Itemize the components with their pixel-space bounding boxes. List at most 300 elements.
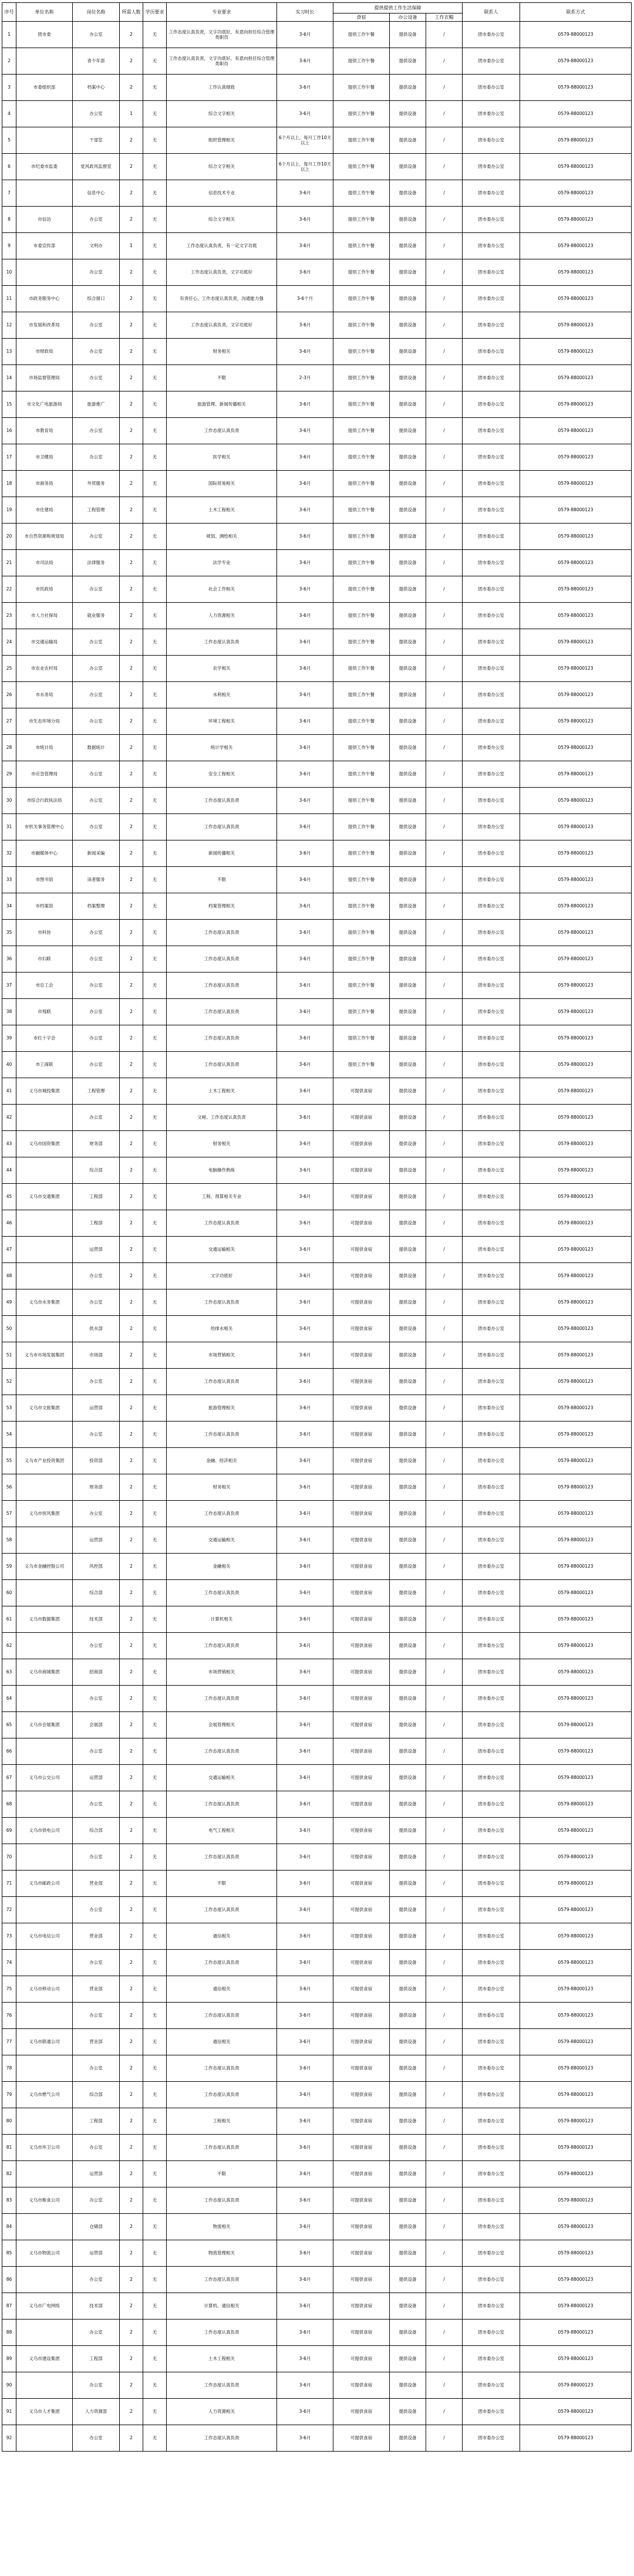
cell-edu: 无: [143, 2082, 167, 2108]
cell-board: 提供工作午餐: [333, 603, 390, 629]
cell-unit: 市科协: [16, 920, 73, 946]
cell-phone: 0579-88000123: [520, 1659, 632, 1686]
cell-edu: 无: [143, 207, 167, 233]
cell-seq: 88: [2, 2320, 16, 2346]
table-row: [2, 682, 632, 708]
cell-seq: 12: [2, 312, 16, 339]
cell-duration: 3-6月: [277, 524, 333, 550]
cell-workclothes: /: [426, 761, 463, 788]
cell-unit: [16, 1237, 73, 1263]
cell-board: 提供工作午餐: [333, 629, 390, 656]
cell-post: 办公室: [73, 2055, 120, 2082]
cell-post: 信息中心: [73, 180, 120, 207]
cell-phone: 0579-88000123: [520, 2082, 632, 2108]
cell-duration: 3-6月: [277, 1131, 333, 1157]
cell-duration: 3-6月: [277, 814, 333, 840]
cell-major: 物流管理相关: [167, 2240, 277, 2267]
cell-office: 提供设备: [390, 1263, 426, 1289]
cell-unit: [16, 101, 73, 127]
col-count: 所需人数: [120, 3, 143, 22]
cell-count: 2: [120, 1686, 143, 1712]
table-row: [2, 2267, 632, 2293]
cell-workclothes: /: [426, 2267, 463, 2293]
cell-duration: 3-6月: [277, 1976, 333, 2003]
cell-duration: 3-6月: [277, 48, 333, 75]
cell-phone: 0579-88000123: [520, 999, 632, 1025]
cell-workclothes: /: [426, 973, 463, 999]
cell-major: 财务相关: [167, 1131, 277, 1157]
cell-board: 提供工作午餐: [333, 312, 390, 339]
cell-duration: 3-6月: [277, 1078, 333, 1105]
table-row: [2, 1976, 632, 2003]
cell-office: 提供设备: [390, 682, 426, 708]
cell-contact: 团市委办公室: [463, 603, 520, 629]
cell-unit: 义乌市金融控股公司: [16, 1554, 73, 1580]
cell-unit: 义乌市燃气公司: [16, 2082, 73, 2108]
cell-board: 可提供食宿: [333, 1078, 390, 1105]
cell-unit: [16, 2214, 73, 2240]
cell-edu: 无: [143, 339, 167, 365]
cell-phone: 0579-88000123: [520, 2346, 632, 2372]
cell-workclothes: /: [426, 1844, 463, 1871]
cell-count: 2: [120, 1157, 143, 1184]
cell-board: 可提供食宿: [333, 2293, 390, 2320]
cell-count: 2: [120, 2240, 143, 2267]
cell-contact: 团市委办公室: [463, 101, 520, 127]
cell-seq: 19: [2, 497, 16, 524]
col-contact: 联系人: [463, 3, 520, 22]
cell-office: 提供设备: [390, 867, 426, 893]
cell-board: 可提供食宿: [333, 1263, 390, 1289]
cell-count: 2: [120, 1818, 143, 1844]
cell-count: 2: [120, 312, 143, 339]
cell-workclothes: /: [426, 365, 463, 391]
cell-office: 提供设备: [390, 735, 426, 761]
table-row: [2, 2108, 632, 2135]
cell-edu: 无: [143, 1554, 167, 1580]
cell-unit: 义乌市物流公司: [16, 2240, 73, 2267]
cell-office: 提供设备: [390, 127, 426, 154]
cell-count: 2: [120, 1897, 143, 1923]
cell-board: 提供工作午餐: [333, 48, 390, 75]
cell-major: 工作态度认真负责: [167, 1897, 277, 1923]
cell-unit: 义乌市交通集团: [16, 1184, 73, 1210]
cell-phone: 0579-88000123: [520, 365, 632, 391]
cell-post: 办公室: [73, 312, 120, 339]
cell-board: 可提供食宿: [333, 1131, 390, 1157]
cell-board: 可提供食宿: [333, 1765, 390, 1791]
cell-major: 工作态度认真负责，文字功底好，有意向担任综合管理类职员: [167, 48, 277, 75]
cell-duration: 3-6个月: [277, 286, 333, 312]
cell-contact: 团市委办公室: [463, 2082, 520, 2108]
cell-board: 可提供食宿: [333, 1580, 390, 1606]
cell-duration: 3-6月: [277, 2055, 333, 2082]
cell-major: 土木工程相关: [167, 497, 277, 524]
cell-edu: 无: [143, 1923, 167, 1950]
table-row: [2, 2425, 632, 2452]
cell-duration: 3-6月: [277, 1791, 333, 1818]
cell-count: 2: [120, 2425, 143, 2452]
cell-unit: 市住建局: [16, 497, 73, 524]
cell-board: 可提供食宿: [333, 1237, 390, 1263]
cell-board: 可提供食宿: [333, 1976, 390, 2003]
cell-seq: 8: [2, 207, 16, 233]
cell-count: 2: [120, 365, 143, 391]
cell-duration: 3-6月: [277, 840, 333, 867]
cell-count: 2: [120, 1342, 143, 1369]
cell-major: 交通运输相关: [167, 1765, 277, 1791]
cell-duration: 3-6月: [277, 1871, 333, 1897]
cell-office: 提供设备: [390, 1554, 426, 1580]
cell-count: 2: [120, 154, 143, 180]
cell-unit: 市应急管理局: [16, 761, 73, 788]
cell-post: 技术部: [73, 1606, 120, 1633]
cell-edu: 无: [143, 2267, 167, 2293]
cell-seq: 86: [2, 2267, 16, 2293]
table-row: [2, 2187, 632, 2214]
cell-contact: 团市委办公室: [463, 920, 520, 946]
cell-count: 2: [120, 1025, 143, 1052]
cell-workclothes: /: [426, 2372, 463, 2399]
cell-unit: [16, 1210, 73, 1237]
cell-workclothes: /: [426, 259, 463, 286]
cell-edu: 无: [143, 2320, 167, 2346]
cell-duration: 3-6月: [277, 2240, 333, 2267]
cell-seq: 75: [2, 1976, 16, 2003]
cell-count: 2: [120, 1131, 143, 1157]
cell-unit: 市生态环境分局: [16, 708, 73, 735]
cell-post: 数据统计: [73, 735, 120, 761]
cell-count: 2: [120, 1871, 143, 1897]
cell-phone: 0579-88000123: [520, 814, 632, 840]
cell-board: 提供工作午餐: [333, 893, 390, 920]
table-row: [2, 1395, 632, 1422]
cell-post: 办公室: [73, 1369, 120, 1395]
cell-phone: 0579-88000123: [520, 1316, 632, 1342]
cell-unit: 市政务服务中心: [16, 286, 73, 312]
cell-seq: 42: [2, 1105, 16, 1131]
cell-phone: 0579-88000123: [520, 2293, 632, 2320]
cell-duration: 3-6月: [277, 1844, 333, 1871]
cell-workclothes: /: [426, 1765, 463, 1791]
cell-post: 市场部: [73, 1342, 120, 1369]
cell-major: 工作态度认真负责，文字功底好: [167, 312, 277, 339]
cell-edu: 无: [143, 629, 167, 656]
cell-workclothes: /: [426, 1976, 463, 2003]
cell-edu: 无: [143, 550, 167, 576]
cell-count: 2: [120, 471, 143, 497]
cell-duration: 3-6月: [277, 1289, 333, 1316]
cell-post: 技术部: [73, 2293, 120, 2320]
cell-duration: 3-6月: [277, 788, 333, 814]
cell-seq: 64: [2, 1686, 16, 1712]
cell-seq: 80: [2, 2108, 16, 2135]
cell-contact: 团市委办公室: [463, 708, 520, 735]
cell-contact: 团市委办公室: [463, 550, 520, 576]
cell-contact: 团市委办公室: [463, 1659, 520, 1686]
cell-unit: [16, 2161, 73, 2187]
cell-contact: 团市委办公室: [463, 2161, 520, 2187]
cell-post: 投资部: [73, 1448, 120, 1474]
cell-office: 提供设备: [390, 2240, 426, 2267]
cell-office: 提供设备: [390, 2055, 426, 2082]
cell-edu: 无: [143, 1976, 167, 2003]
cell-unit: 市红十字会: [16, 1025, 73, 1052]
cell-office: 提供设备: [390, 1712, 426, 1738]
table-row: [2, 1580, 632, 1606]
cell-workclothes: /: [426, 2425, 463, 2452]
cell-workclothes: /: [426, 1712, 463, 1738]
cell-count: 2: [120, 2214, 143, 2240]
cell-phone: 0579-88000123: [520, 1738, 632, 1765]
cell-duration: 3-6月: [277, 761, 333, 788]
cell-major: 工作态度认真负责: [167, 418, 277, 444]
cell-board: 提供工作午餐: [333, 999, 390, 1025]
cell-seq: 37: [2, 973, 16, 999]
cell-count: 2: [120, 999, 143, 1025]
cell-unit: 市交通运输局: [16, 629, 73, 656]
cell-unit: 义乌市电信公司: [16, 1923, 73, 1950]
cell-office: 提供设备: [390, 1157, 426, 1184]
cell-contact: 团市委办公室: [463, 1105, 520, 1131]
cell-edu: 无: [143, 1738, 167, 1765]
cell-unit: 市水务局: [16, 682, 73, 708]
cell-seq: 90: [2, 2372, 16, 2399]
cell-seq: 9: [2, 233, 16, 259]
cell-seq: 65: [2, 1712, 16, 1738]
cell-duration: 3-6月: [277, 1369, 333, 1395]
table-row: [2, 1501, 632, 1527]
cell-major: 安全工程相关: [167, 761, 277, 788]
cell-seq: 13: [2, 339, 16, 365]
cell-phone: 0579-88000123: [520, 1474, 632, 1501]
cell-duration: 3-6月: [277, 180, 333, 207]
cell-office: 提供设备: [390, 1131, 426, 1157]
cell-post: 综合部: [73, 1818, 120, 1844]
cell-major: 工程相关: [167, 2108, 277, 2135]
cell-edu: 无: [143, 1052, 167, 1078]
cell-post: 办公室: [73, 788, 120, 814]
cell-seq: 77: [2, 2029, 16, 2055]
table-row: [2, 365, 632, 391]
cell-phone: 0579-88000123: [520, 127, 632, 154]
cell-phone: 0579-88000123: [520, 2055, 632, 2082]
table-row: [2, 444, 632, 471]
cell-post: 办公室: [73, 1105, 120, 1131]
table-row: [2, 101, 632, 127]
cell-major: 市场营销相关: [167, 1659, 277, 1686]
cell-duration: 3-6月: [277, 999, 333, 1025]
cell-major: 通信相关: [167, 1976, 277, 2003]
cell-edu: 无: [143, 761, 167, 788]
cell-post: 办公室: [73, 1289, 120, 1316]
cell-edu: 无: [143, 180, 167, 207]
cell-count: 2: [120, 788, 143, 814]
cell-duration: 3-6月: [277, 1580, 333, 1606]
cell-edu: 无: [143, 893, 167, 920]
table-row: [2, 1897, 632, 1923]
cell-workclothes: /: [426, 603, 463, 629]
cell-post: 办公室: [73, 22, 120, 48]
cell-board: 可提供食宿: [333, 2346, 390, 2372]
cell-workclothes: /: [426, 2029, 463, 2055]
cell-contact: 团市委办公室: [463, 1474, 520, 1501]
cell-office: 提供设备: [390, 2187, 426, 2214]
cell-duration: 3-6月: [277, 1633, 333, 1659]
cell-workclothes: /: [426, 48, 463, 75]
cell-workclothes: /: [426, 1923, 463, 1950]
cell-post: 档案中心: [73, 75, 120, 101]
cell-major: 统计学相关: [167, 735, 277, 761]
cell-phone: 0579-88000123: [520, 920, 632, 946]
cell-contact: 团市委办公室: [463, 471, 520, 497]
cell-unit: 义乌市移动公司: [16, 1976, 73, 2003]
cell-contact: 团市委办公室: [463, 1527, 520, 1554]
cell-phone: 0579-88000123: [520, 603, 632, 629]
cell-office: 提供设备: [390, 418, 426, 444]
cell-contact: 团市委办公室: [463, 1686, 520, 1712]
cell-board: 提供工作午餐: [333, 788, 390, 814]
cell-post: 综合部: [73, 2082, 120, 2108]
cell-board: 提供工作午餐: [333, 497, 390, 524]
cell-workclothes: /: [426, 1263, 463, 1289]
cell-phone: 0579-88000123: [520, 444, 632, 471]
cell-count: 2: [120, 1791, 143, 1818]
cell-edu: 无: [143, 2161, 167, 2187]
cell-board: 可提供食宿: [333, 2003, 390, 2029]
cell-seq: 26: [2, 682, 16, 708]
cell-contact: 团市委办公室: [463, 259, 520, 286]
cell-phone: 0579-88000123: [520, 2399, 632, 2425]
col-board: 食宿: [333, 13, 390, 22]
cell-contact: 团市委办公室: [463, 1157, 520, 1184]
col-conditions: 提供提供工作生活保障: [333, 3, 463, 13]
cell-seq: 87: [2, 2293, 16, 2320]
cell-duration: 3-6月: [277, 1448, 333, 1474]
cell-edu: 无: [143, 999, 167, 1025]
col-unit: 单位名称: [16, 3, 73, 22]
cell-contact: 团市委办公室: [463, 1606, 520, 1633]
cell-edu: 无: [143, 788, 167, 814]
cell-unit: 市教育局: [16, 418, 73, 444]
cell-office: 提供设备: [390, 2029, 426, 2055]
table-row: [2, 1237, 632, 1263]
cell-phone: 0579-88000123: [520, 2425, 632, 2452]
cell-post: 办公室: [73, 920, 120, 946]
cell-seq: 25: [2, 656, 16, 682]
cell-office: 提供设备: [390, 180, 426, 207]
cell-seq: 55: [2, 1448, 16, 1474]
cell-unit: [16, 1791, 73, 1818]
cell-count: 2: [120, 735, 143, 761]
cell-major: 工作态度认真负责: [167, 999, 277, 1025]
cell-workclothes: /: [426, 1950, 463, 1976]
cell-count: 1: [120, 233, 143, 259]
cell-contact: 团市委办公室: [463, 391, 520, 418]
cell-major: 计算机相关: [167, 1606, 277, 1633]
table-row: [2, 1633, 632, 1659]
cell-unit: 市民政局: [16, 576, 73, 603]
cell-contact: 团市委办公室: [463, 761, 520, 788]
cell-seq: 30: [2, 788, 16, 814]
cell-office: 提供设备: [390, 1527, 426, 1554]
cell-workclothes: /: [426, 788, 463, 814]
cell-phone: 0579-88000123: [520, 1157, 632, 1184]
cell-duration: 3-6月: [277, 75, 333, 101]
cell-post: 财务部: [73, 1474, 120, 1501]
cell-phone: 0579-88000123: [520, 840, 632, 867]
cell-edu: 无: [143, 2029, 167, 2055]
cell-phone: 0579-88000123: [520, 1871, 632, 1897]
cell-phone: 0579-88000123: [520, 1184, 632, 1210]
cell-duration: 3-6月: [277, 603, 333, 629]
cell-unit: 市综合行政执法局: [16, 788, 73, 814]
cell-phone: 0579-88000123: [520, 1078, 632, 1105]
cell-office: 提供设备: [390, 1289, 426, 1316]
cell-major: 土木工程相关: [167, 1078, 277, 1105]
cell-unit: 义乌市环卫公司: [16, 2135, 73, 2161]
cell-edu: 无: [143, 1316, 167, 1342]
cell-phone: 0579-88000123: [520, 629, 632, 656]
cell-phone: 0579-88000123: [520, 1210, 632, 1237]
cell-office: 提供设备: [390, 1052, 426, 1078]
cell-count: 2: [120, 893, 143, 920]
cell-edu: 无: [143, 1422, 167, 1448]
cell-unit: [16, 2267, 73, 2293]
cell-count: 2: [120, 2003, 143, 2029]
cell-major: 交通运输相关: [167, 1527, 277, 1554]
cell-post: 办公室: [73, 365, 120, 391]
cell-count: 2: [120, 973, 143, 999]
cell-contact: 团市委办公室: [463, 656, 520, 682]
cell-major: 农学相关: [167, 656, 277, 682]
cell-phone: 0579-88000123: [520, 788, 632, 814]
table-row: [2, 497, 632, 524]
cell-duration: 3-6月: [277, 1157, 333, 1184]
cell-post: 综合部: [73, 1157, 120, 1184]
cell-duration: 3-6月: [277, 1105, 333, 1131]
cell-board: 提供工作午餐: [333, 22, 390, 48]
cell-contact: 团市委办公室: [463, 2293, 520, 2320]
table-row: [2, 2214, 632, 2240]
cell-seq: 48: [2, 1263, 16, 1289]
cell-board: 可提供食宿: [333, 1289, 390, 1316]
cell-seq: 63: [2, 1659, 16, 1686]
cell-unit: 市信访: [16, 207, 73, 233]
cell-seq: 10: [2, 259, 16, 286]
cell-duration: 3-6月: [277, 471, 333, 497]
cell-major: 财务相关: [167, 339, 277, 365]
cell-unit: [16, 259, 73, 286]
table-row: [2, 1289, 632, 1316]
cell-major: 综合文字相关: [167, 101, 277, 127]
cell-contact: 团市委办公室: [463, 840, 520, 867]
cell-post: 办公室: [73, 576, 120, 603]
cell-board: 可提供食宿: [333, 2425, 390, 2452]
cell-post: 办公室: [73, 2135, 120, 2161]
cell-phone: 0579-88000123: [520, 893, 632, 920]
cell-major: 工程、预算相关专业: [167, 1184, 277, 1210]
cell-major: 综合文字相关: [167, 154, 277, 180]
cell-contact: 团市委办公室: [463, 365, 520, 391]
cell-contact: 团市委办公室: [463, 2320, 520, 2346]
cell-board: 提供工作午餐: [333, 682, 390, 708]
cell-post: 新闻采编: [73, 840, 120, 867]
cell-duration: 6个月以上，每月工作10天以上: [277, 127, 333, 154]
cell-duration: 2-3月: [277, 365, 333, 391]
cell-phone: 0579-88000123: [520, 867, 632, 893]
cell-contact: 团市委办公室: [463, 127, 520, 154]
